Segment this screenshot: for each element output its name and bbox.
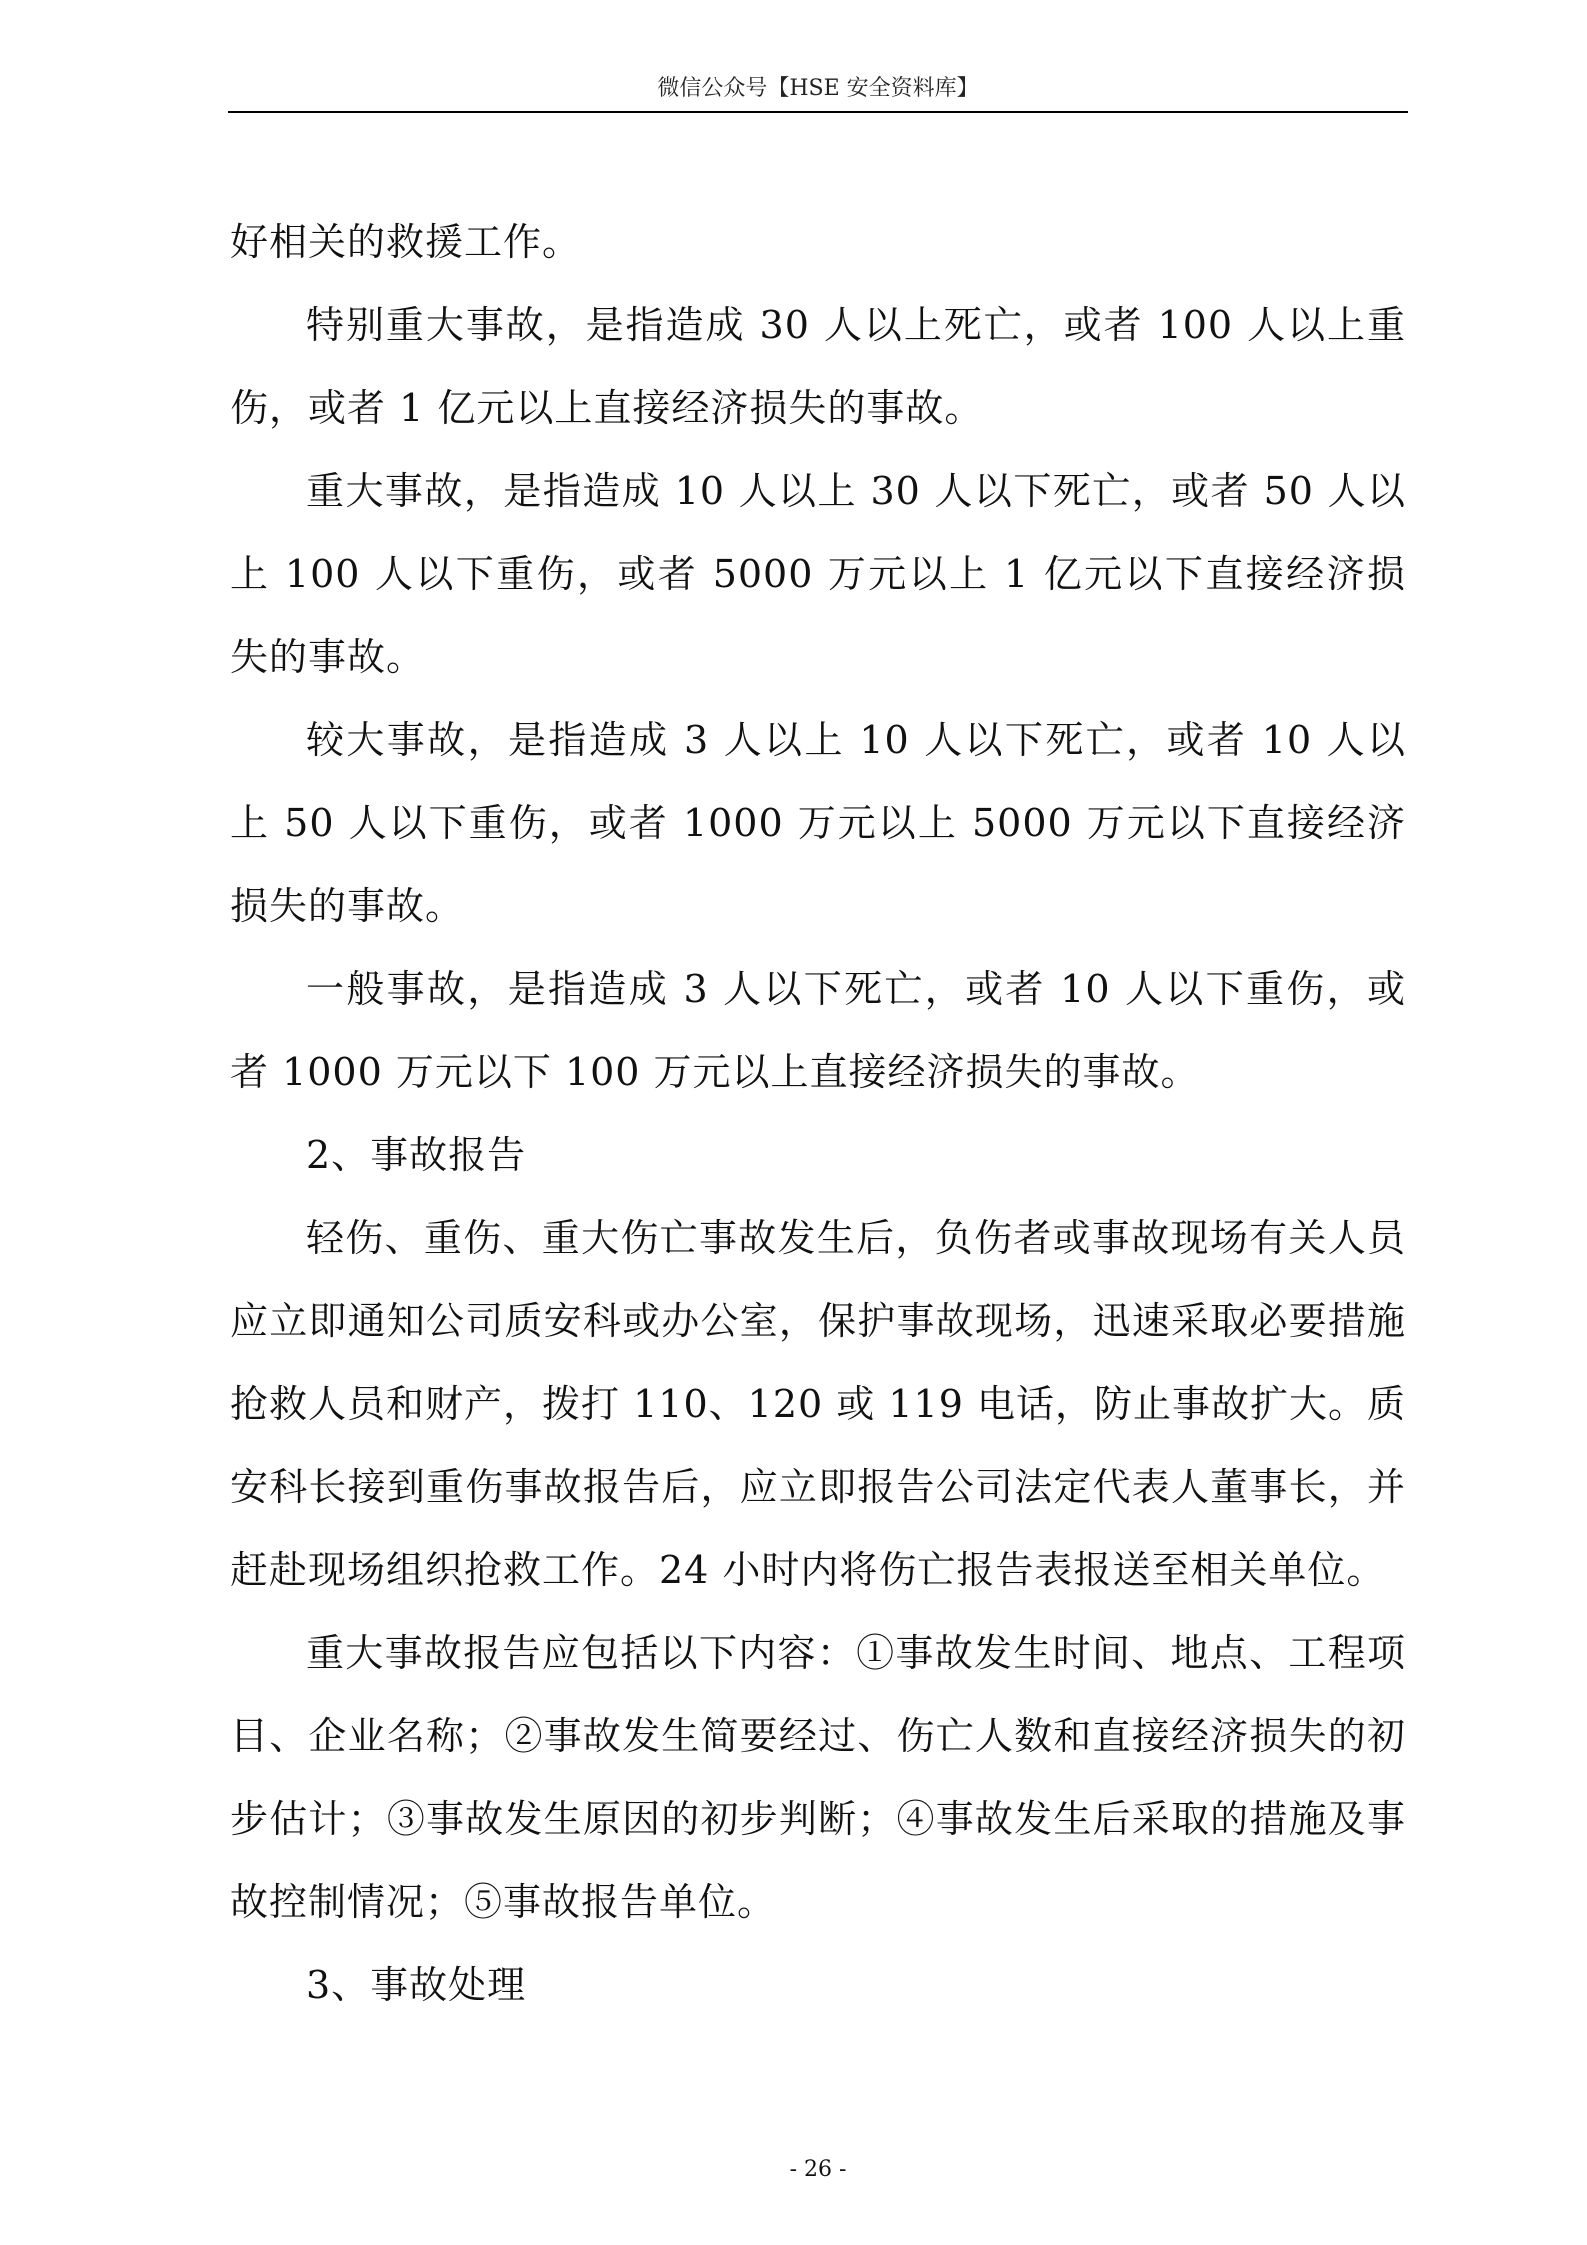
page-number: - 26 - bbox=[789, 2157, 847, 2182]
paragraph-report-contents: 重大事故报告应包括以下内容：①事故发生时间、地点、工程项目、企业名称；②事故发生简要经过、伤亡人数和直接经济损失的初步估计；③事故发生原因的初步判断；④事故发生后采取的措施及事故控制情况；⑤事故报告单位。 bbox=[230, 1631, 1406, 1924]
paragraph-larger-accident: 较大事故，是指造成 3 人以上 10 人以下死亡，或者 10 人以上 50 人以下重伤，或者 1000 万元以上 5000 万元以下直接经济损失的事故。 bbox=[230, 718, 1406, 928]
paragraph-especially-major-accident: 特别重大事故，是指造成 30 人以上死亡，或者 100 人以上重伤，或者 1 亿元以上直接经济损失的事故。 bbox=[230, 303, 1406, 430]
document-body bbox=[230, 201, 1406, 2027]
paragraph-continuation: 好相关的救援工作。 bbox=[230, 220, 582, 264]
page-header: 微信公众号【HSE 安全资料库】 bbox=[657, 76, 979, 101]
paragraph-report-procedure: 轻伤、重伤、重大伤亡事故发生后，负伤者或事故现场有关人员应立即通知公司质安科或办公室，保护事故现场，迅速采取必要措施抢救人员和财产，拨打 110、120 或 119 电话，防止事故扩大。质安科长接到重伤事故报告后，应立即报告公司法定代表人董事长，并赶赴现场组织抢救工作。24 小时内将伤亡报告表报送至相关单位。 bbox=[230, 1216, 1406, 1592]
header-divider bbox=[228, 111, 1408, 113]
paragraph-major-accident: 重大事故，是指造成 10 人以上 30 人以下死亡，或者 50 人以上 100 人以下重伤，或者 5000 万元以上 1 亿元以下直接经济损失的事故。 bbox=[230, 469, 1406, 679]
section-heading-accident-handling: 3、事故处理 bbox=[306, 1963, 527, 2007]
paragraph-general-accident: 一般事故，是指造成 3 人以下死亡，或者 10 人以下重伤，或者 1000 万元以下 100 万元以上直接经济损失的事故。 bbox=[230, 967, 1406, 1094]
section-heading-accident-report: 2、事故报告 bbox=[306, 1133, 527, 1177]
